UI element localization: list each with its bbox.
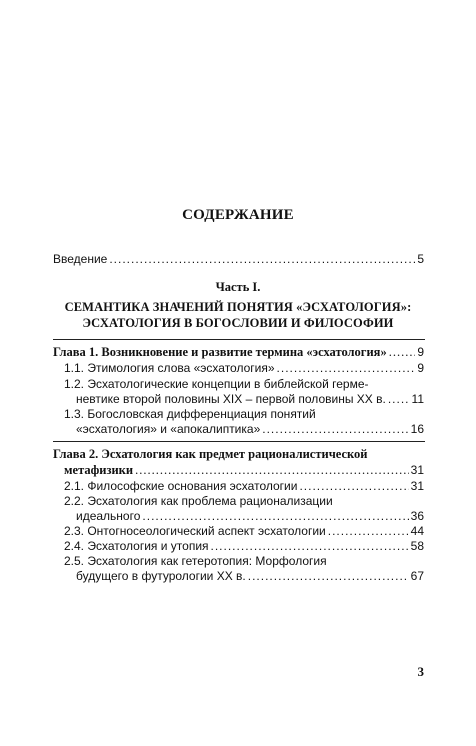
toc-entry-2-1[interactable] [64,478,424,494]
toc-entry-page: 58 [410,539,424,553]
toc-entry-page: 9 [417,345,424,359]
toc-entry-page: 31 [410,463,424,477]
toc-entry-1-3[interactable] [76,421,424,437]
toc-entry-title: метафизики [64,463,134,477]
section-divider [53,339,425,340]
toc-entry-2-5[interactable] [76,568,424,584]
leader-dots [135,462,409,478]
toc-entry-title: 1.1. Этимология слова «эсхатология» [64,361,275,375]
toc-entry-title: 2.3. Онтогносеологический аспект эсхатологии [64,524,326,538]
leader-dots [299,478,408,494]
part-subtitle-line2: ЭСХАТОЛОГИЯ В БОГОСЛОВИИ И ФИЛОСОФИИ [82,316,394,330]
toc-entry-chapter-1[interactable] [53,344,424,360]
page-number: 3 [417,664,424,679]
toc-entry-intro[interactable] [53,251,424,267]
toc-entry-2-2[interactable] [76,508,424,524]
toc-entry-title: Введение [53,252,108,266]
leader-dots [248,568,409,584]
toc-entry-page: 44 [410,524,424,538]
toc-entry-page: 16 [410,422,424,436]
leader-dots [277,360,416,376]
toc-entry-page: 67 [410,569,424,583]
toc-entry-2-4[interactable] [64,538,424,554]
leader-dots [211,538,409,554]
toc-entry-2-2-line1[interactable]: 2.2. Эсхатология как проблема рационализации [64,494,333,508]
toc-entry-1-2[interactable] [76,391,424,407]
toc-entry-title: 2.4. Эсхатология и утопия [64,539,209,553]
toc-entry-1-2-line1[interactable]: 1.2. Эсхатологические концепции в библейской герме- [64,377,369,391]
toc-entry-2-5-line1[interactable]: 2.5. Эсхатология как гетеротопия: Морфология [64,554,327,568]
contents-heading: СОДЕРЖАНИЕ [182,207,294,223]
leader-dots [142,508,408,524]
toc-entry-page: 9 [417,361,424,375]
toc-entry-1-3-line1[interactable]: 1.3. Богословская дифференциация понятий [64,407,316,421]
leader-dots [328,523,409,539]
toc-entry-title: невтике второй половины XIX – первой половины XX в. [76,392,386,406]
toc-entry-page: 5 [417,252,424,266]
toc-entry-title: 2.1. Философские основания эсхатологии [64,479,298,493]
toc-entry-title: «эсхатология» и «апокалиптика» [76,422,261,436]
leader-dots [109,251,415,267]
section-divider [53,441,425,442]
toc-entry-title: Глава 1. Возникновение и развитие термина «эсхатология» [53,345,387,359]
toc-entry-chapter-2[interactable] [64,462,424,478]
leader-dots [389,344,416,360]
toc-entry-1-1[interactable] [64,360,424,376]
toc-entry-title: будущего в футурологии XX в. [76,569,246,583]
toc-entry-page: 11 [411,392,424,406]
toc-entry-page: 31 [410,479,424,493]
part-subtitle-line1: СЕМАНТИКА ЗНАЧЕНИЙ ПОНЯТИЯ «ЭСХАТОЛОГИЯ»: [64,300,412,314]
leader-dots [262,421,408,437]
toc-entry-title: идеального [76,509,141,523]
toc-entry-page: 36 [410,509,424,523]
toc-entry-2-3[interactable] [64,523,424,539]
toc-entry-chapter-2-line1[interactable]: Глава 2. Эсхатология как предмет рационалистической [53,447,368,461]
part-title: Часть I. [215,280,261,294]
leader-dots [388,391,410,407]
